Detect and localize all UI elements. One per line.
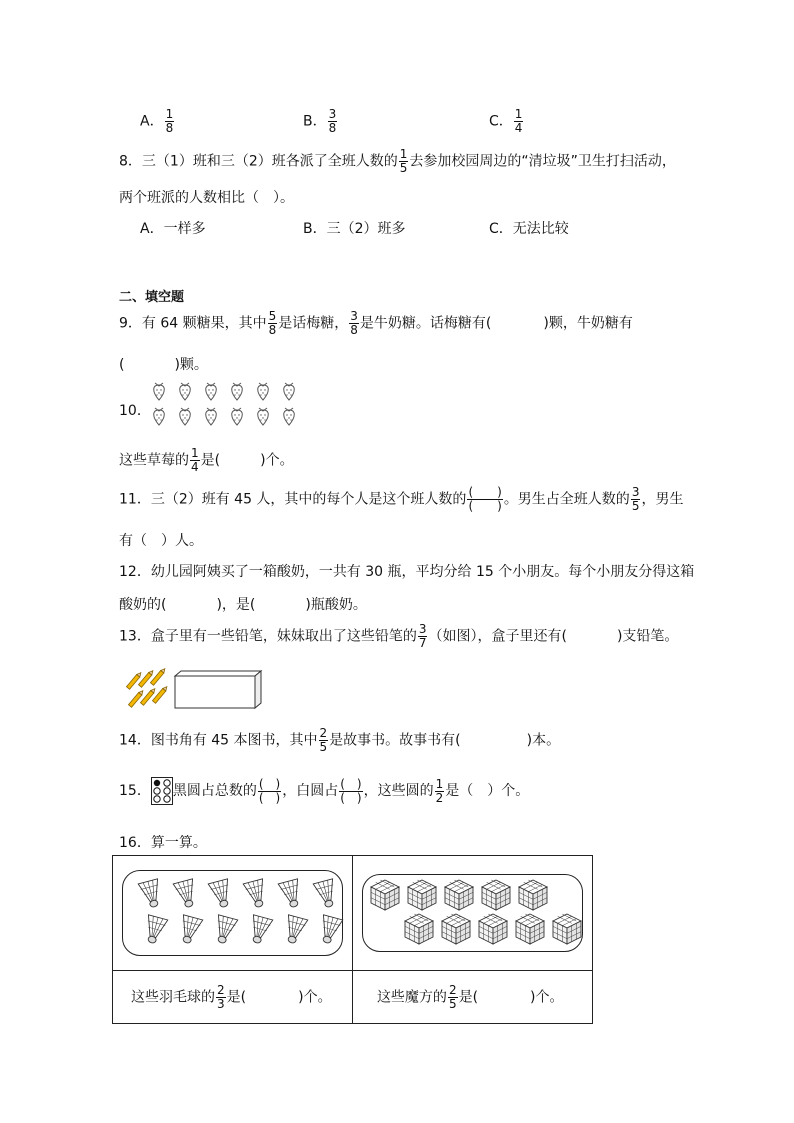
fraction: $\frac{1}{4}$ — [514, 107, 523, 135]
q8-option-c: C．无法比较 — [489, 221, 569, 237]
shuttlecock-icon — [142, 915, 168, 945]
shuttlecock-icon — [247, 915, 273, 945]
cube-icon — [482, 880, 510, 910]
fraction: $\frac{1}{5}$ — [399, 147, 408, 175]
q14-line1: 14．图书角有 45 本图书，其中 $\frac{2}{5}$ 是故事书。故事书有( )本。 — [119, 726, 561, 754]
fraction: $\frac{1}{8}$ — [165, 107, 174, 135]
shuttlecock-icon — [278, 879, 304, 909]
fraction: $\frac{1}{2}$ — [435, 776, 444, 805]
strawberry-icon — [176, 381, 194, 401]
q12-line1: 12．幼儿园阿姨买了一箱酸奶，一共有 30 瓶，平均分给 15 个小朋友。每个小朋友分得这箱 — [119, 564, 695, 580]
q9-line1: 9．有 64 颗糖果，其中 $\frac{5}{8}$ 是话梅糖， $\frac{3}{8}$ 是牛奶糖。话梅糖有( )颗，牛奶糖有 — [119, 309, 633, 337]
cube-icon — [553, 914, 581, 944]
strawberry-icon — [228, 381, 246, 401]
blank-fraction[interactable]: $\frac{( )}{( )}$ — [468, 485, 502, 513]
q7-option-b: B． $\frac{3}{8}$ — [303, 107, 337, 135]
shuttlecock-icon — [212, 915, 238, 945]
q13-line1: 13．盒子里有一些铅笔，妹妹取出了这些铅笔的 $\frac{3}{7}$ （如图），盒子里还有( )支铅笔。 — [119, 622, 679, 650]
blank-fraction[interactable]: $\frac{( )}{( )}$ — [340, 776, 362, 805]
fraction: $\frac{2}{3}$ — [217, 982, 225, 1011]
strawberry-icon — [202, 381, 220, 401]
fraction: $\frac{2}{5}$ — [319, 726, 328, 754]
shuttlecock-illustration — [125, 873, 347, 953]
q7-option-a: A． $\frac{1}{8}$ — [140, 107, 174, 135]
q8-line2: 两个班派的人数相比（ ）。 — [119, 190, 294, 206]
shuttlecock-icon — [243, 879, 269, 909]
cube-icon — [519, 880, 547, 910]
shuttlecock-group — [122, 870, 343, 956]
calc-table — [112, 855, 593, 1024]
cube-icon — [442, 914, 470, 944]
shuttlecock-icon — [138, 879, 164, 909]
fraction: $\frac{1}{4}$ — [191, 446, 199, 474]
q11-line1: 11．三（2）班有 45 人，其中的每个人是这个班人数的 $\frac{( )}{( )}$ 。男生占全班人数的 $\frac{3}{5}$ ，男生 — [119, 485, 684, 513]
fraction: $\frac{3}{8}$ — [328, 107, 337, 135]
cube-icon — [516, 914, 544, 944]
shuttlecock-icon — [317, 915, 343, 945]
q10-number: 10． — [119, 403, 151, 419]
cube-icon — [408, 880, 436, 910]
shuttlecock-cell — [113, 856, 353, 971]
fraction: $\frac{3}{5}$ — [631, 485, 640, 513]
cube-icon — [479, 914, 507, 944]
section-heading: 二、填空题 — [119, 290, 185, 305]
strawberry-icon — [280, 381, 298, 401]
fraction: $\frac{3}{7}$ — [418, 622, 427, 650]
strawberry-icon — [150, 381, 168, 401]
cube-illustration — [365, 876, 587, 950]
q10-question: 这些草莓的 $\frac{1}{4}$ 是( )个。 — [119, 446, 294, 474]
pencils-box-illustration — [120, 668, 265, 712]
pencils-and-box — [120, 668, 265, 716]
q12-line2: 酸奶的( )，是( )瓶酸奶。 — [119, 597, 367, 613]
strawberry-icon — [150, 406, 168, 426]
shuttlecock-question: 这些羽毛球的 $\frac{2}{3}$ 是( )个。 — [113, 971, 353, 1024]
box-icon — [175, 671, 261, 708]
shuttlecock-icon — [208, 879, 234, 909]
q8-option-b: B．三（2）班多 — [303, 221, 406, 237]
q11-line2: 有（ ）人。 — [119, 533, 203, 549]
cube-icon — [371, 880, 399, 910]
q16-title: 16．算一算。 — [119, 835, 207, 851]
shuttlecock-icon — [173, 879, 199, 909]
q8-option-a: A．一样多 — [140, 221, 206, 237]
circles-icon — [151, 777, 173, 805]
strawberry-icon — [254, 406, 272, 426]
cube-icon — [445, 880, 473, 910]
q9-line2: ( )颗。 — [119, 357, 208, 373]
strawberry-icon — [176, 406, 194, 426]
shuttlecock-icon — [313, 879, 339, 909]
q15-line1: 15． 黑圆占总数的 $\frac{( )}{( )}$ ，白圆占 $\frac{( )}{( )}$ ，这些圆的 $\frac{1}{2}$ 是（ ）个。 — [119, 776, 530, 805]
q7-option-c: C． $\frac{1}{4}$ — [489, 107, 523, 135]
fraction: $\frac{3}{8}$ — [350, 309, 358, 337]
pencil-icon — [126, 668, 168, 707]
strawberry-icon — [280, 406, 298, 426]
fraction: $\frac{5}{8}$ — [268, 309, 277, 337]
shuttlecock-icon — [282, 915, 308, 945]
strawberry-icon — [228, 406, 246, 426]
cube-icon — [405, 914, 433, 944]
cube-question: 这些魔方的 $\frac{2}{5}$ 是( )个。 — [352, 971, 592, 1024]
strawberry-icon — [202, 406, 220, 426]
fraction: $\frac{2}{5}$ — [448, 982, 457, 1011]
strawberry-icon — [254, 381, 272, 401]
cube-cell — [352, 856, 592, 971]
shuttlecock-icon — [177, 915, 203, 945]
blank-fraction[interactable]: $\frac{( )}{( )}$ — [258, 776, 281, 805]
q8-line1: 8．三（1）班和三（2）班各派了全班人数的 $\frac{1}{5}$ 去参加校园周边的“清垃圾”卫生打扫活动， — [119, 147, 676, 175]
strawberry-grid — [150, 381, 310, 426]
cube-group — [362, 874, 583, 952]
